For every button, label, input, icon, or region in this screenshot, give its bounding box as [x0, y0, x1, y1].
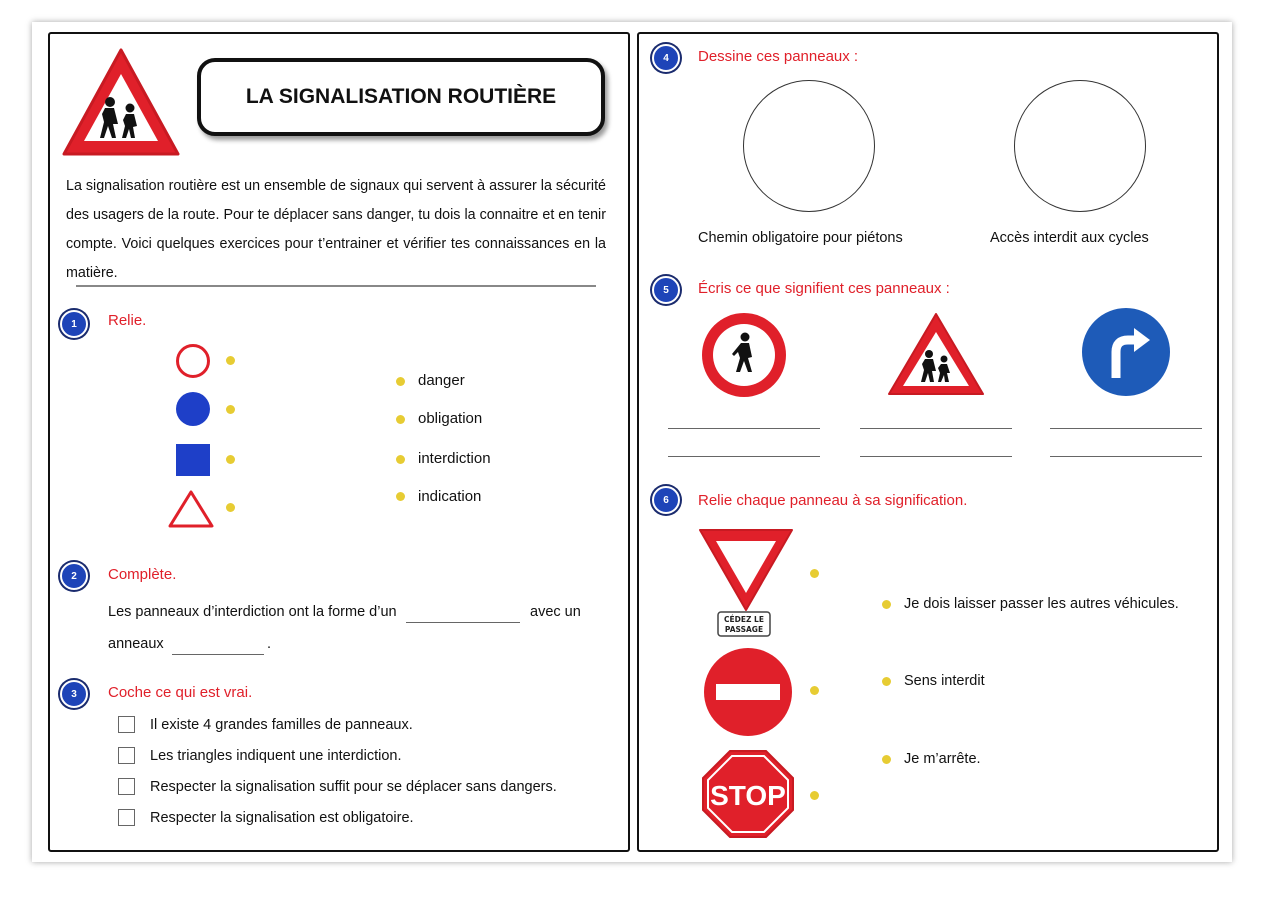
- answer-line-1b[interactable]: [668, 456, 820, 457]
- caption-no-cycles: Accès interdit aux cycles: [990, 230, 1149, 246]
- answer-line-3b[interactable]: [1050, 456, 1202, 457]
- exercise-3-heading: Coche ce qui est vrai.: [108, 684, 253, 701]
- word-obligation: obligation: [418, 410, 483, 427]
- red-circle-shape: [172, 342, 216, 382]
- answer-line-2a[interactable]: [860, 428, 1012, 429]
- meaning-no-entry: Sens interdit: [904, 673, 985, 689]
- exercise-4-number: 4: [652, 44, 680, 72]
- exercise-6-heading: Relie chaque panneau à sa signification.: [698, 492, 968, 509]
- yield-sign-text-1: CÉDEZ LE: [724, 615, 764, 624]
- answer-line-1a[interactable]: [668, 428, 820, 429]
- children-crossing-sign: [884, 308, 988, 400]
- meaning-dot-2[interactable]: [882, 677, 891, 686]
- exercise-1-heading: Relie.: [108, 312, 147, 329]
- meaning-dot-3[interactable]: [882, 755, 891, 764]
- blue-circle-shape: [172, 390, 216, 430]
- sign-dot-3[interactable]: [810, 791, 819, 800]
- exercise-2-number: 2: [60, 562, 88, 590]
- answer-line-2b[interactable]: [860, 456, 1012, 457]
- sign-dot-2[interactable]: [810, 686, 819, 695]
- turn-right-mandatory-sign: [1078, 304, 1174, 400]
- shape-dot-1[interactable]: [226, 356, 235, 365]
- exercise-2-heading: Complète.: [108, 566, 177, 583]
- shape-dot-2[interactable]: [226, 405, 235, 414]
- yield-sign: [696, 526, 796, 638]
- meaning-stop: Je m’arrête.: [904, 751, 981, 767]
- caption-pedestrian-path: Chemin obligatoire pour piétons: [698, 230, 903, 246]
- word-interdiction: interdiction: [418, 450, 491, 467]
- no-entry-sign: [702, 646, 794, 738]
- exercise-1-number: 1: [60, 310, 88, 338]
- blank-shape[interactable]: [406, 622, 520, 623]
- shape-dot-4[interactable]: [226, 503, 235, 512]
- meaning-yield: Je dois laisser passer les autres véhicules.: [904, 596, 1179, 612]
- checkbox-2-label: Les triangles indiquent une interdiction.: [150, 748, 402, 764]
- checkbox-4-label: Respecter la signalisation est obligatoire.: [150, 810, 414, 826]
- checkbox-3[interactable]: [118, 778, 135, 795]
- checkbox-3-label: Respecter la signalisation suffit pour se déplacer sans dangers.: [150, 779, 557, 795]
- draw-circle-2[interactable]: [1014, 80, 1146, 212]
- stop-sign: [700, 748, 796, 840]
- complete-line-1-end: avec un: [530, 604, 581, 620]
- meaning-dot-1[interactable]: [882, 600, 891, 609]
- word-dot-1[interactable]: [396, 377, 405, 386]
- exercise-5-heading: Écris ce que signifient ces panneaux :: [698, 280, 950, 297]
- page-title: LA SIGNALISATION ROUTIÈRE: [197, 58, 605, 136]
- intro-paragraph: La signalisation routière est un ensemble de signaux qui servent à assurer la sécurité des usagers de la route. Pour te déplacer sans danger, tu dois la connaitre et en tenir compte. Voici quelques exercices pour t’entrainer et vérifier tes connaissances en la matière.: [66, 178, 606, 281]
- stop-sign-text: STOP: [710, 780, 786, 811]
- answer-line-3a[interactable]: [1050, 428, 1202, 429]
- shape-dot-3[interactable]: [226, 455, 235, 464]
- complete-line-2-end: .: [267, 636, 272, 652]
- yield-sign-text-2: PASSAGE: [724, 625, 764, 634]
- no-pedestrians-sign: [696, 310, 796, 400]
- checkbox-1[interactable]: [118, 716, 135, 733]
- exercise-4-heading: Dessine ces panneaux :: [698, 48, 859, 65]
- blank-color[interactable]: [172, 654, 264, 655]
- complete-line-1-start: Les panneaux d’interdiction ont la forme d’un: [108, 604, 397, 620]
- checkbox-2[interactable]: [118, 747, 135, 764]
- word-dot-3[interactable]: [396, 455, 405, 464]
- checkbox-4[interactable]: [118, 809, 135, 826]
- separator: [76, 285, 596, 287]
- word-dot-2[interactable]: [396, 415, 405, 424]
- exercise-5-number: 5: [652, 276, 680, 304]
- exercise-3-number: 3: [60, 680, 88, 708]
- exercise-6-number: 6: [652, 486, 680, 514]
- draw-circle-1[interactable]: [743, 80, 875, 212]
- word-indication: indication: [418, 488, 482, 505]
- blue-square-shape: [172, 442, 216, 482]
- complete-line-2-start: anneaux: [108, 636, 164, 652]
- word-dot-4[interactable]: [396, 492, 405, 501]
- word-danger: danger: [418, 372, 465, 389]
- red-triangle-shape: [166, 488, 218, 532]
- school-crossing-sign: [58, 44, 184, 164]
- sign-dot-1[interactable]: [810, 569, 819, 578]
- checkbox-1-label: Il existe 4 grandes familles de panneaux.: [150, 717, 413, 733]
